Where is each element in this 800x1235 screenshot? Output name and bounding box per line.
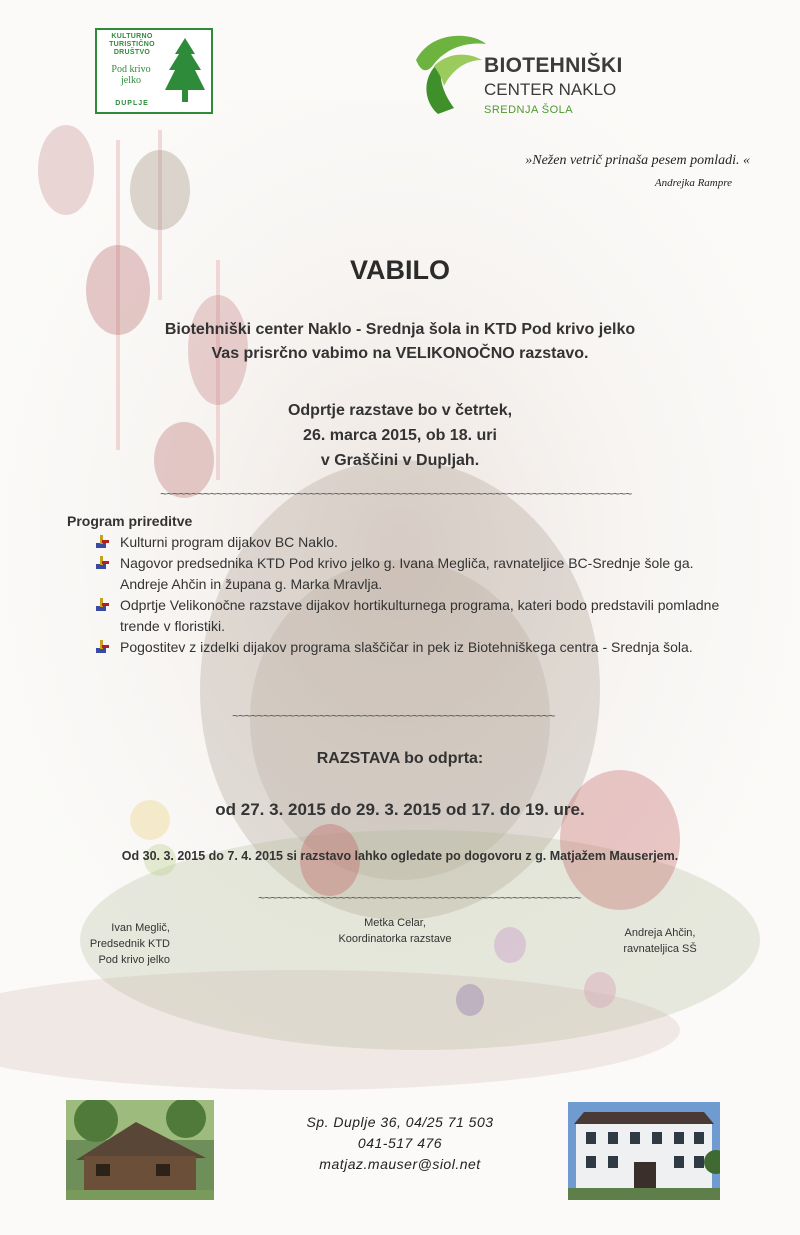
leaf-icon [412, 30, 488, 116]
intro-line-1: Biotehniški center Naklo - Srednja šola in KTD Pod krivo jelko [164, 321, 636, 338]
ktd-logo [95, 28, 213, 114]
bc-logo-title: BIOTEHNIŠKI [484, 54, 623, 77]
signature-coordinator [320, 915, 470, 947]
program-title: Program prireditve [67, 513, 193, 529]
bullet-icon [96, 535, 110, 549]
program-item-text: Pogostitev z izdelki dijakov programa slaščičar in pek iz Biotehniškega centra - Srednja šola. [120, 639, 693, 655]
divider: ~~~~~~~~~~~~~~~~~~~~~~~~~~~~~~~~~~~~~~~~~~~~~~~~~~~~ [232, 710, 555, 724]
intro-line-2: Vas prisrčno vabimo na VELIKONOČNO razstavo. [211, 345, 589, 362]
signature-name: Ivan Meglič, [111, 922, 170, 934]
ktd-logo-top-text: KULTURNO TURISTIČNO DRUŠTVO [109, 33, 155, 56]
contact-address: Sp. Duplje 36, 04/25 71 503 [306, 1114, 494, 1130]
exhibition-title: RAZSTAVA bo odprta: [316, 750, 484, 767]
program-item [96, 637, 736, 658]
bc-logo-small: SREDNJA ŠOLA [484, 104, 574, 116]
bc-logo-subtitle: CENTER NAKLO [484, 80, 617, 99]
program-item [96, 553, 736, 595]
exhibition-extra: Od 30. 3. 2015 do 7. 4. 2015 si razstavo lahko ogledate po dogovoru z g. Matjažem Mauserjem. [121, 849, 679, 863]
contact-phone: 041-517 476 [357, 1135, 443, 1151]
quote-text: »Nežen vetrič prinaša pesem pomladi. « [525, 153, 750, 168]
bullet-icon [96, 556, 110, 570]
program-item-text: Nagovor predsednika KTD Pod krivo jelko g. Ivana Megliča, ravnateljice BC-Srednje šole ga. Andreje Ahčin in župana g. Marka Mravlja. [120, 555, 694, 592]
intro-text [0, 318, 800, 366]
signature-role: Koordinatorka razstave [338, 933, 452, 945]
opening-line-1: Odprtje razstave bo v četrtek, [287, 402, 513, 419]
program-item [96, 595, 736, 637]
signature-name: Andreja Ahčin, [624, 927, 696, 939]
tree-icon [163, 36, 207, 110]
contact-email[interactable]: matjaz.mauser@siol.net [319, 1156, 481, 1172]
opening-line-3: v Graščini v Dupljah. [320, 452, 480, 469]
signature-president [50, 920, 170, 968]
exhibition-dates: od 27. 3. 2015 do 29. 3. 2015 od 17. do 19. ure. [215, 800, 585, 819]
signature-role: Predsednik KTD [89, 938, 170, 950]
signature-name: Metka Celar, [364, 917, 426, 929]
manor-photo [568, 1102, 720, 1200]
signature-role: ravnateljica SŠ [623, 943, 697, 955]
quote-author: Andrejka Rampre [654, 177, 732, 189]
ktd-logo-name: Pod krivo jelko [111, 64, 151, 86]
opening-info [0, 398, 800, 473]
program-item-text: Kulturni program dijakov BC Naklo. [120, 534, 338, 550]
divider: ~~~~~~~~~~~~~~~~~~~~~~~~~~~~~~~~~~~~~~~~~~~~~~~~~~~~ [258, 892, 581, 906]
bullet-icon [96, 640, 110, 654]
program-item [96, 532, 736, 553]
divider: ~~~~~~~~~~~~~~~~~~~~~~~~~~~~~~~~~~~~~~~~~~~~~~~~~~~~~~~~~~~~~~~~~~~~~~~~~~~~ [160, 488, 632, 502]
page-title: VABILO [350, 255, 450, 285]
program-item-text: Odprtje Velikonočne razstave dijakov hortikulturnega programa, kateri bodo predstavili pomladne trende v floristiki. [120, 597, 720, 634]
program-list [96, 532, 736, 658]
bc-naklo-logo [412, 30, 652, 120]
signature-role: Pod krivo jelko [98, 954, 170, 966]
ktd-logo-place: DUPLJE [115, 100, 149, 107]
opening-line-2: 26. marca 2015, ob 18. uri [303, 427, 497, 444]
signature-principal [600, 925, 720, 957]
bullet-icon [96, 598, 110, 612]
